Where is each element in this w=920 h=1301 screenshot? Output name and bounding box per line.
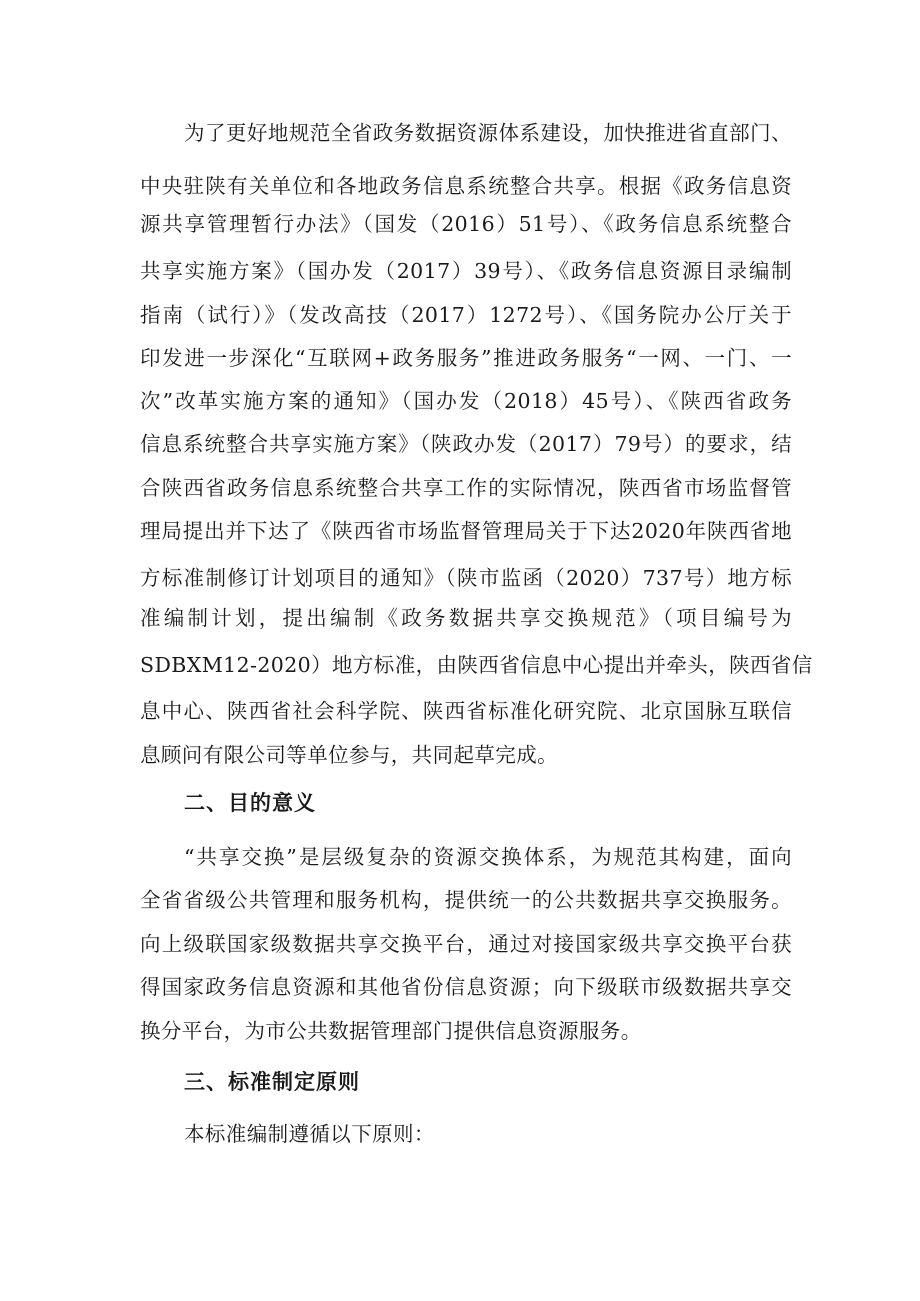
- paragraph-line: 印发进一步深化“互联网+政务服务”推进政务服务“一网、一门、一: [140, 346, 792, 370]
- paragraph-line: 全省省级公共管理和服务机构，提供统一的公共数据共享交换服务。: [140, 888, 792, 912]
- paragraph-line: 换分平台，为市公共数据管理部门提供信息资源服务。: [140, 1019, 642, 1043]
- paragraph-line: 合陕西省政务信息系统整合共享工作的实际情况，陕西省市场监督管: [140, 476, 792, 500]
- paragraph-line: 信息系统整合共享实施方案》（陕政办发（2017）79号）的要求，结: [140, 432, 792, 456]
- paragraph-line: 向上级联国家级数据共享交换平台，通过对接国家级共享交换平台获: [140, 932, 792, 956]
- paragraph-line: 得国家政务信息资源和其他省份信息资源；向下级联市级数据共享交: [140, 975, 792, 999]
- paragraph-line: 准编制计划，提出编制《政务数据共享交换规范》（项目编号为: [140, 606, 792, 630]
- section-heading: 二、目的意义: [184, 791, 316, 815]
- paragraph-line: 息顾问有限公司等单位参与，共同起草完成。: [140, 743, 558, 767]
- paragraph-line: 息中心、陕西省社会科学院、陕西省标准化研究院、北京国脉互联信: [140, 699, 792, 723]
- paragraph-line: 理局提出并下达了《陕西省市场监督管理局关于下达2020年陕西省地: [140, 519, 792, 543]
- section-heading: 三、标准制定原则: [184, 1070, 360, 1094]
- paragraph-line: 源共享管理暂行办法》（国发（2016）51号）、《政务信息系统整合: [140, 212, 792, 236]
- paragraph-line: 次”改革实施方案的通知》（国办发（2018）45号）、《陕西省政务: [140, 389, 792, 413]
- paragraph-line: 中央驻陕有关单位和各地政务信息系统整合共享。根据《政务信息资: [140, 174, 792, 198]
- paragraph-line: 本标准编制遵循以下原则：: [184, 1122, 435, 1146]
- paragraph-line: 为了更好地规范全省政务数据资源体系建设，加快推进省直部门、: [184, 121, 792, 145]
- paragraph-line: 指南（试行）》（发改高技（2017）1272号）、《国务院办公厅关于: [140, 303, 792, 327]
- paragraph-line: 共享实施方案》（国办发（2017）39号）、《政务信息资源目录编制: [140, 259, 792, 283]
- paragraph-line: “共享交换”是层级复杂的资源交换体系，为规范其构建，面向: [184, 845, 792, 869]
- paragraph-line: SDBXM12-2020）地方标准，由陕西省信息中心提出并牵头，陕西省信: [140, 653, 813, 677]
- paragraph-line: 方标准制修订计划项目的通知》（陕市监函（2020）737号）地方标: [140, 566, 792, 590]
